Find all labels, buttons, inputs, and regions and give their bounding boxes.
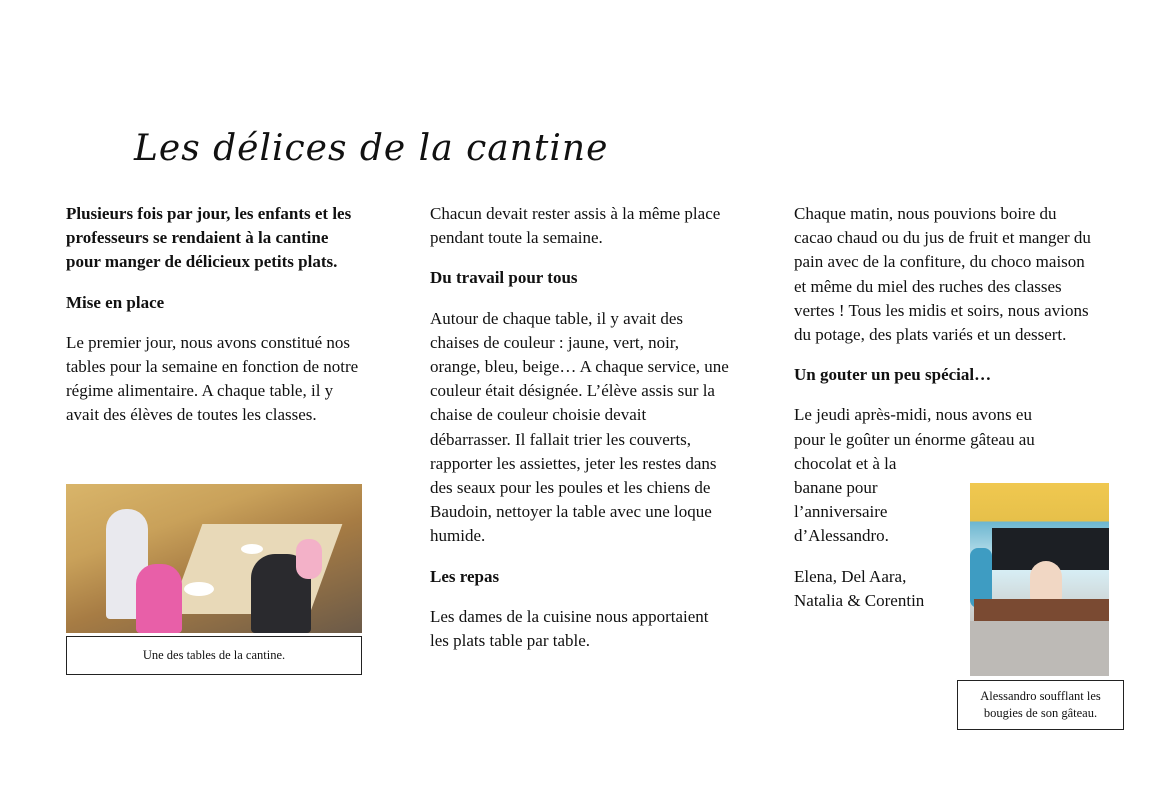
photo-child-shape bbox=[296, 539, 322, 579]
paragraph-gouter-line: d’Alessandro. bbox=[794, 526, 889, 546]
paragraph-repas: Les dames de la cuisine nous apportaient les plats table par table. bbox=[430, 606, 709, 651]
page-title: Les délices de la cantine bbox=[134, 128, 609, 169]
column-2 bbox=[430, 202, 730, 669]
paragraph-gouter-line: l’anniversaire bbox=[794, 502, 888, 522]
paragraph-travail: Autour de chaque table, il y avait des chaises de couleur : jaune, vert, noir, orange, bleu, beige… A chaque service, une couleur était désignée. L’élève assis sur la chaise de couleur choisie devait débarrasser. Il fallait trier les couverts, rapporter les assiettes, jeter les restes dans des seaux pour les poules et les chiens de Baudoin, nettoyer la table avec une loque humide. bbox=[430, 308, 729, 546]
paragraph-petit-dejeuner: Chaque matin, nous pouvions boire du cacao chaud ou du jus de fruit et manger du pain avec de la confiture, du choco maison et même du miel des ruches des classes vertes ! Tous les midis et soirs, nous avions du potage, des plats variés et un dessert. bbox=[794, 204, 1091, 345]
caption-line: Alessandro soufflant les bbox=[980, 689, 1101, 703]
author-line: Elena, Del Aara, bbox=[794, 566, 907, 586]
birthday-cake-photo bbox=[970, 483, 1109, 676]
column-1 bbox=[66, 202, 366, 444]
section-heading-gouter: Un gouter un peu spécial… bbox=[794, 365, 992, 385]
paragraph-gouter-line: chocolat et à la bbox=[794, 453, 897, 473]
photo-caption-alessandro bbox=[957, 680, 1124, 730]
intro-paragraph: Plusieurs fois par jour, les enfants et les professeurs se rendaient à la cantine pour manger de délicieux petits plats. bbox=[66, 204, 352, 272]
photo-child-shape bbox=[1030, 561, 1062, 601]
photo-plate-shape bbox=[241, 544, 263, 554]
caption-line: bougies de son gâteau. bbox=[983, 706, 1098, 720]
section-heading-repas: Les repas bbox=[430, 566, 500, 586]
section-heading-travail: Du travail pour tous bbox=[430, 268, 578, 288]
photo-caption-cantine: Une des tables de la cantine. bbox=[66, 636, 362, 675]
paragraph-mise-en-place: Le premier jour, nous avons constitué nos tables pour la semaine en fonction de notre régime alimentaire. A chaque table, il y avait des élèves de toutes les classes. bbox=[66, 332, 359, 425]
paragraph-meme-place: Chacun devait rester assis à la même place pendant toute la semaine. bbox=[430, 204, 721, 248]
author-line: Natalia & Corentin bbox=[794, 590, 925, 610]
cantine-table-photo bbox=[66, 484, 362, 633]
photo-plate-shape bbox=[184, 582, 214, 596]
photo-child-shape bbox=[136, 564, 182, 633]
paragraph-gouter-line: banane pour bbox=[794, 478, 878, 498]
photo-cake-shape bbox=[974, 599, 1109, 621]
photo-table-shape bbox=[970, 621, 1109, 676]
section-heading-mise-en-place: Mise en place bbox=[66, 292, 165, 312]
paragraph-gouter-line: pour le goûter un énorme gâteau au bbox=[794, 429, 1035, 449]
paragraph-gouter-line: Le jeudi après-midi, nous avons eu bbox=[794, 405, 1032, 425]
